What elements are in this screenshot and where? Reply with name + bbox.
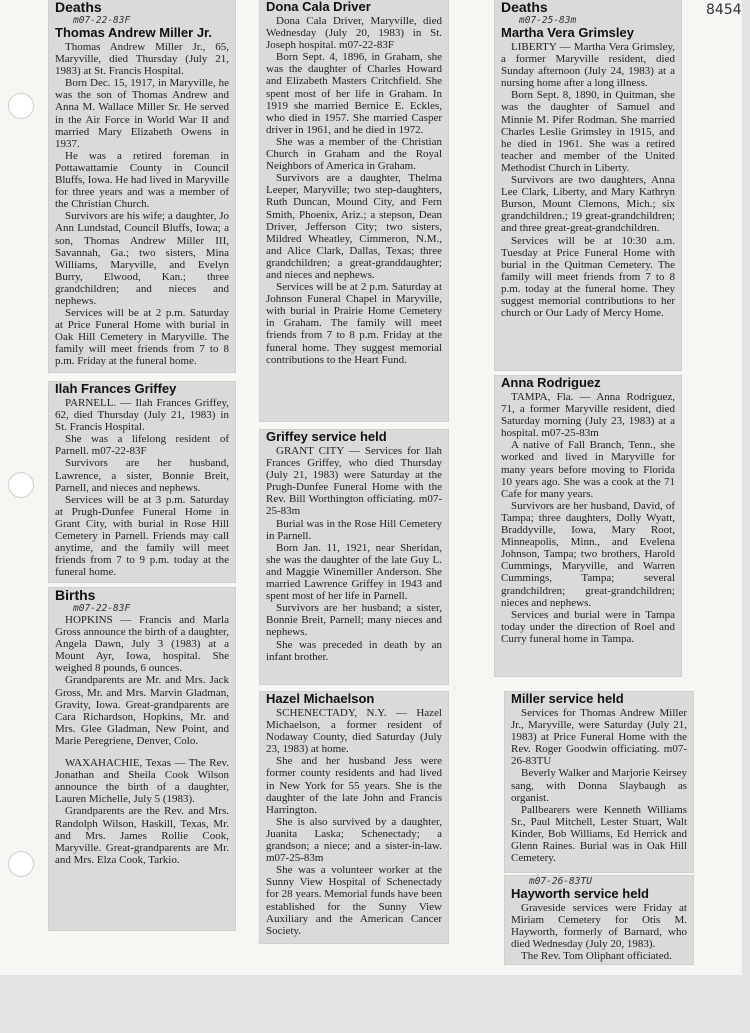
clipping	[49, 0, 235, 372]
clipping-paragraph: Born Jan. 11, 1921, near Sheridan, she was the daughter of the late Guy L. and Maggie Winemiller Anderson. She married Lawrence Griffey in 1943 and spent most of her life in Parnell.	[266, 541, 442, 603]
clipping-paragraph: Survivors are a daughter, Thelma Leeper, Maryville; two step-daughters, Ruth Duncan, Mound City, and Fern Smith, Phoenix, Ariz.; a stepson, Dean Driver, Jefferson City; two sisters, Mildred Wheatley, Cimmeron, N.M., and Alice Clark, Dallas, Texas; three grandchildren; a great-granddaughter; and nieces and nephews.	[266, 172, 442, 281]
clipping-paragraph	[55, 747, 229, 757]
clipping-paragraph: Services will be at 2 p.m. Saturday at Price Funeral Home with burial in Oak Hill Cemetery in Maryville. The family will meet friends from 7 to 8 p.m. Friday at the funeral home.	[55, 307, 229, 368]
clipping-paragraph: Survivors are her husband, Lawrence, a sister, Bonnie Breit, Parnell, and nieces and nephews.	[55, 457, 229, 494]
clipping-paragraph: The Rev. Tom Oliphant officiated.	[521, 950, 672, 963]
clipping-paragraph: Dona Cala Driver, Maryville, died Wednesday (July 20, 1983) in St. Joseph hospital. m07-22-83F	[266, 15, 442, 52]
clipping-heading: Hayworth service held	[511, 886, 649, 901]
clipping-paragraph: TAMPA, Fla. — Anna Rodriguez, 71, a former Maryville resident, died Saturday morning (July 23, 1983) at a hospital. m07-25-83m	[501, 391, 675, 440]
clipping-heading: Martha Vera Grimsley	[501, 25, 634, 40]
clipping-paragraph: Services will be at 2 p.m. Saturday at Johnson Funeral Chapel in Maryville, with burial in Prairie Home Cemetery in Graham. The family will meet friends from 7 to 8 p.m. Friday at the funeral home. They suggest memorial contributions to the Heart Fund.	[266, 281, 442, 366]
clipping-paragraph: Services will be at 3 p.m. Saturday at Prugh-Dunfee Funeral Home in Grant City, with burial in Rose Hill Cemetery in Parnell. Friends may call anytime, and the family will meet friends from 7 to 9 p.m. today at the funeral home.	[55, 493, 229, 579]
clipping-paragraph: She was a member of the Christian Church in Graham and the Royal Neighbors of America in Graham.	[266, 135, 442, 173]
clipping-paragraph: Survivors are her husband, David, of Tampa; three daughters, Dolly Wyatt, Braddyville, Iowa, Mary Root, Minneapolis, Minn., and Evelena Johnson, Tampa; two brothers, Harold Cummings, Maryville, and Warren Cummings, Tampa; several grandchildren; great-grandchildren; nieces and nephews.	[501, 499, 675, 609]
section-title: Deaths	[55, 0, 102, 15]
clipping	[505, 692, 693, 872]
section-title: Births	[55, 588, 96, 603]
clipping-paragraph: WAXAHACHIE, Texas — The Rev. Jonathan and Sheila Cook Wilson announce the birth of a daughter, Lauren Michelle, July 5 (1983).	[55, 757, 229, 806]
clipping-paragraph: Born Dec. 15, 1917, in Maryville, he was the son of Thomas Andrew and Anna M. Wallace Miller Sr. He served in the Air Force in World War II and married Mary Elizabeth Owens in 1937.	[55, 77, 229, 150]
clipping	[505, 876, 693, 964]
clipping-paragraph: Born Sept. 4, 1896, in Graham, she was the daughter of Charles Howard and Elizabeth Masters Critchfield. She spent most of her life in Graham. In 1919 she married Bernice E. Eckles, who died in 1957. She married Casper driver in 1961, and he died in 1972.	[266, 51, 442, 136]
clipping	[260, 692, 448, 943]
handwritten-date-note: m07-22-83F	[73, 15, 131, 26]
clipping	[49, 588, 235, 930]
clipping-paragraph: PARNELL. — Ilah Frances Griffey, 62, died Thursday (July 21, 1983) in St. Francis Hospital.	[55, 397, 229, 434]
clipping-paragraph: Grandparents are the Rev. and Mrs. Randolph Wilson, Haskill, Texas, Mr. and Mrs. James Rollie Cook, Maryville. Great-grandparents are Mr. and Mrs. Elza Cook, Tarkio.	[55, 805, 229, 866]
clipping-paragraph: Graveside services were Friday at Miriam Cemetery for Otis M. Hayworth, formerly of Barnard, who died Wednesday (July 20, 1983).	[511, 902, 687, 951]
clipping-paragraph: Pallbearers were Kenneth Williams Sr., Paul Mitchell, Lester Stuart, Walt Kinder, Bob Williams, Ed Herrick and Glenn Raines. Burial was in Oak Hill Cemetery.	[511, 803, 687, 865]
handwritten-date-note: m07-22-83F	[73, 603, 131, 614]
clipping-paragraph: She was preceded in death by an infant brother.	[266, 638, 442, 663]
clipping-heading: Thomas Andrew Miller Jr.	[55, 25, 213, 40]
punch-hole	[8, 93, 34, 119]
handwritten-date-note: m07-26-83TU	[529, 876, 592, 887]
clipping-paragraph: Grandparents are Mr. and Mrs. Jack Gross, Mr. and Mrs. Marvin Gladman, Gravity, Iowa. Great-grandparents are Cara Richardson, Hopkins, Mr. and Mrs. Glee Gladman, New Point, and Marie Peregriene, Denver, Colo.	[55, 674, 229, 747]
clipping-heading: Griffey service held	[266, 430, 387, 444]
section-title: Deaths	[501, 0, 548, 15]
clipping-heading: Dona Cala Driver	[266, 0, 371, 14]
clipping-paragraph: GRANT CITY — Services for Ilah Frances Griffey, who died Thursday (July 21, 1983) were Saturday at the Prugh-Dunfee Funeral Home with the Rev. Bill Worthington officiating. m07-25-83m	[266, 445, 442, 518]
punch-hole	[8, 851, 34, 877]
clipping	[260, 0, 448, 421]
clipping-paragraph: She was a lifelong resident of Parnell. m07-22-83F	[55, 433, 229, 458]
clipping-paragraph: SCHENECTADY, N.Y. — Hazel Michaelson, a former resident of Nodaway County, died Saturday (July 23, 1983) at home.	[266, 707, 442, 756]
clipping-paragraph: Survivors are two daughters, Anna Lee Clark, Liberty, and Mary Kathryn Burson, Mount Clemons, Mich.; six grandchildren.; 19 great-grandchildren; and three great-great-grandchildren.	[501, 174, 675, 235]
clipping-paragraph: Services will be at 10:30 a.m. Tuesday at Price Funeral Home with burial in the Quitman Cemetery. The family will meet friends from 7 to 8 p.m. today at the funeral home. They suggest memorial contributions to her church or Our Lady of Mercy Home.	[501, 234, 675, 320]
clipping-paragraph: Thomas Andrew Miller Jr., 65, Maryville, died Thursday (July 21, 1983) at St. Francis Hospital.	[55, 41, 229, 78]
clipping-paragraph: LIBERTY — Martha Vera Grimsley, a former Maryville resident, died Sunday afternoon (July 24, 1983) at a nursing home after a long illness.	[501, 41, 675, 90]
clipping-paragraph: He was a retired foreman in Pottawattamie County in Council Bluffs, Iowa. He had lived in Maryville for three years and was a member of the Christian Church.	[55, 149, 229, 211]
clipping	[260, 430, 448, 684]
clipping	[49, 382, 235, 582]
clipping-paragraph: Burial was in the Rose Hill Cemetery in Parnell.	[266, 517, 442, 542]
clipping-paragraph: Born Sept. 8, 1890, in Quitman, she was the daughter of Samuel and Minnie M. Pifer Rodman. She married Charles Leslie Grimsley in 1915, and he died in 1961. She was a retired teacher and member of the United Methodist Church in Liberty.	[501, 89, 675, 174]
clipping	[495, 0, 681, 370]
handwritten-date-note: m07-25-83m	[519, 15, 577, 26]
clipping-heading: Ilah Frances Griffey	[55, 382, 177, 396]
page-number: 8454	[706, 2, 742, 18]
clipping-paragraph: Services and burial were in Tampa today under the direction of Roel and Curry funeral home in Tampa.	[501, 608, 675, 645]
clipping-paragraph: Survivors are her husband; a sister, Bonnie Breit, Parnell; many nieces and nephews.	[266, 602, 442, 639]
clipping-paragraph: Beverly Walker and Marjorie Keirsey sang, with Donna Slaybaugh as organist.	[511, 767, 687, 804]
punch-hole	[8, 472, 34, 498]
clipping-paragraph: She and her husband Jess were former county residents and had lived in New York for 55 years. She is the daughter of the late John and Francis Harrington.	[266, 755, 442, 816]
clipping-paragraph: She was a volunteer worker at the Sunny View Hospital of Schenectady for 28 years. Memorial funds have been established for the Sunny View Auxiliary and the American Cancer Society.	[266, 864, 442, 937]
clipping-heading: Anna Rodriguez	[501, 376, 601, 390]
clipping-paragraph: She is also survived by a daughter, Juanita Laska; Schenectady; a grandson; a niece; and a sister-in-law. m07-25-83m	[266, 815, 442, 865]
clipping-heading: Miller service held	[511, 692, 624, 706]
clipping-paragraph: Services for Thomas Andrew Miller Jr., Maryville, were Saturday (July 21, 1983) at Price Funeral Home with the Rev. Roger Goodwin officiating. m07-26-83TU	[511, 707, 687, 768]
clipping-paragraph: Survivors are his wife; a daughter, Jo Ann Lundstad, Council Bluffs, Iowa; a son, Thomas Andrew Miller III, Savannah, Ga.; two sisters, Mina Williams, Maryville, and Evelyn Burry, Elwood, Kan.; three grandchildren; and nieces and nephews.	[55, 210, 229, 307]
clipping-paragraph: HOPKINS — Francis and Marla Gross announce the birth of a daughter, Angela Dawn, July 3 (1983) at a Mount Ayr, Iowa, hospital. She weighed 8 pounds, 6 ounces.	[55, 614, 229, 675]
clipping-heading: Hazel Michaelson	[266, 692, 375, 706]
clipping	[495, 376, 681, 676]
clipping-paragraph: A native of Fall Branch, Tenn., she worked and lived in Maryville for many years before moving to Florida 10 years ago. She was a cook at the 71 Cafe for many years.	[501, 439, 675, 500]
